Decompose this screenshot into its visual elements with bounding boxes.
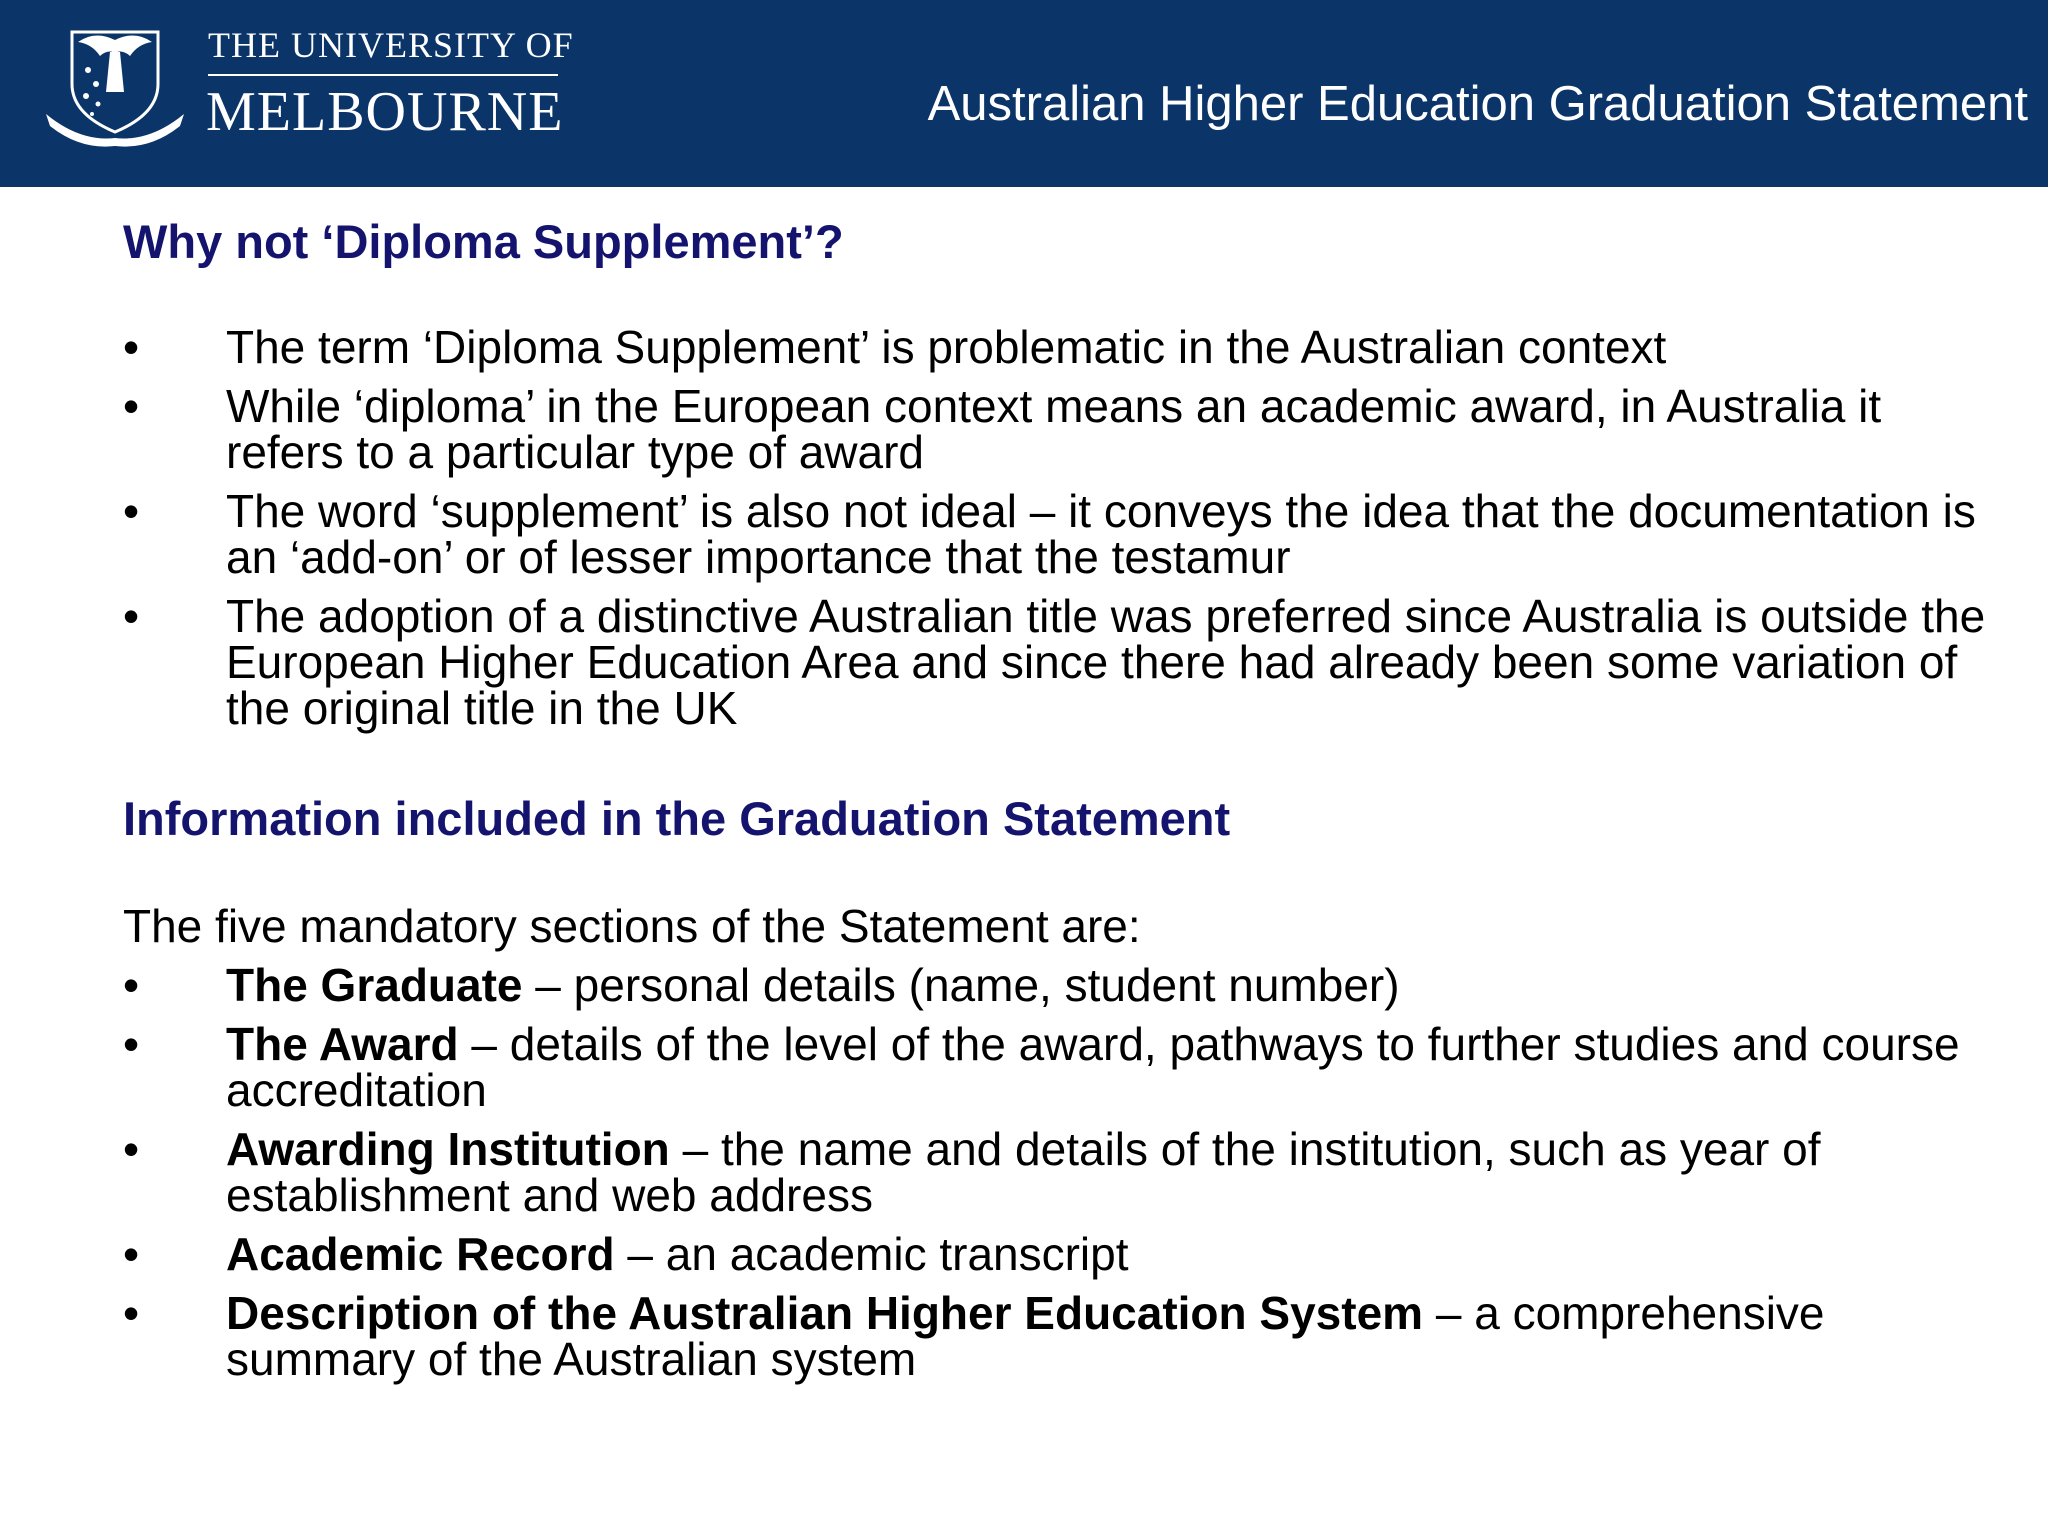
university-crest-icon (40, 22, 190, 147)
section-heading-why-not: Why not ‘Diploma Supplement’? (123, 215, 844, 268)
item-term: Academic Record (226, 1228, 615, 1280)
slide-title: Australian Higher Education Graduation Statement (927, 77, 2028, 131)
logo-divider (208, 74, 558, 76)
item-description: – an academic transcript (614, 1228, 1129, 1280)
list-item (123, 959, 2003, 1011)
sections-intro: The five mandatory sections of the Statement are: (123, 900, 1141, 952)
item-description: – details of the level of the award, pathways to further studies and course accreditation (226, 1018, 1960, 1116)
logo-text-line1: THE UNIVERSITY OF (208, 25, 574, 65)
item-term: The Graduate (226, 959, 523, 1011)
list-item (123, 1123, 2003, 1221)
bullet-icon: • (123, 380, 140, 432)
header-banner (0, 0, 2048, 187)
bullet-icon: • (123, 1123, 140, 1175)
why-not-bullet-list (123, 321, 2003, 734)
bullet-icon: • (123, 321, 140, 373)
bullet-icon: • (123, 1018, 140, 1070)
bullet-text: While ‘diploma’ in the European context means an academic award, in Australia it refers to a particular type of award (226, 380, 1882, 478)
list-item (123, 380, 2003, 478)
bullet-icon: • (123, 485, 140, 537)
slide-content (123, 212, 2003, 1395)
bullet-text: The adoption of a distinctive Australian title was preferred since Australia is outside the European Higher Education Area and since there had already been some variation of the original title in the UK (226, 590, 1986, 734)
bullet-text: The word ‘supplement’ is also not ideal – it conveys the idea that the documentation is an ‘add-on’ or of lesser importance that the testamur (226, 485, 1976, 583)
item-term: Description of the Australian Higher Education System (226, 1287, 1424, 1339)
bullet-icon: • (123, 590, 140, 642)
item-description: – the name and details of the institution, such as year of establishment and web address (226, 1123, 1821, 1221)
item-description: – personal details (name, student number) (522, 959, 1400, 1011)
list-item (123, 1287, 2003, 1385)
item-term: Awarding Institution (226, 1123, 670, 1175)
logo-text-line2: MELBOURNE (206, 81, 564, 143)
mandatory-sections-list (123, 959, 2003, 1385)
bullet-icon: • (123, 1228, 140, 1280)
item-term: The Award (226, 1018, 459, 1070)
bullet-text: The term ‘Diploma Supplement’ is problematic in the Australian context (226, 321, 1667, 373)
item-description: – a comprehensive summary of the Australian system (226, 1287, 1825, 1385)
list-item (123, 485, 2003, 583)
university-logo (40, 22, 574, 147)
section-heading-information: Information included in the Graduation Statement (123, 792, 1231, 845)
bullet-icon: • (123, 1287, 140, 1339)
list-item (123, 1228, 2003, 1280)
list-item (123, 590, 2003, 734)
bullet-icon: • (123, 959, 140, 1011)
list-item (123, 1018, 2003, 1116)
list-item (123, 321, 2003, 373)
